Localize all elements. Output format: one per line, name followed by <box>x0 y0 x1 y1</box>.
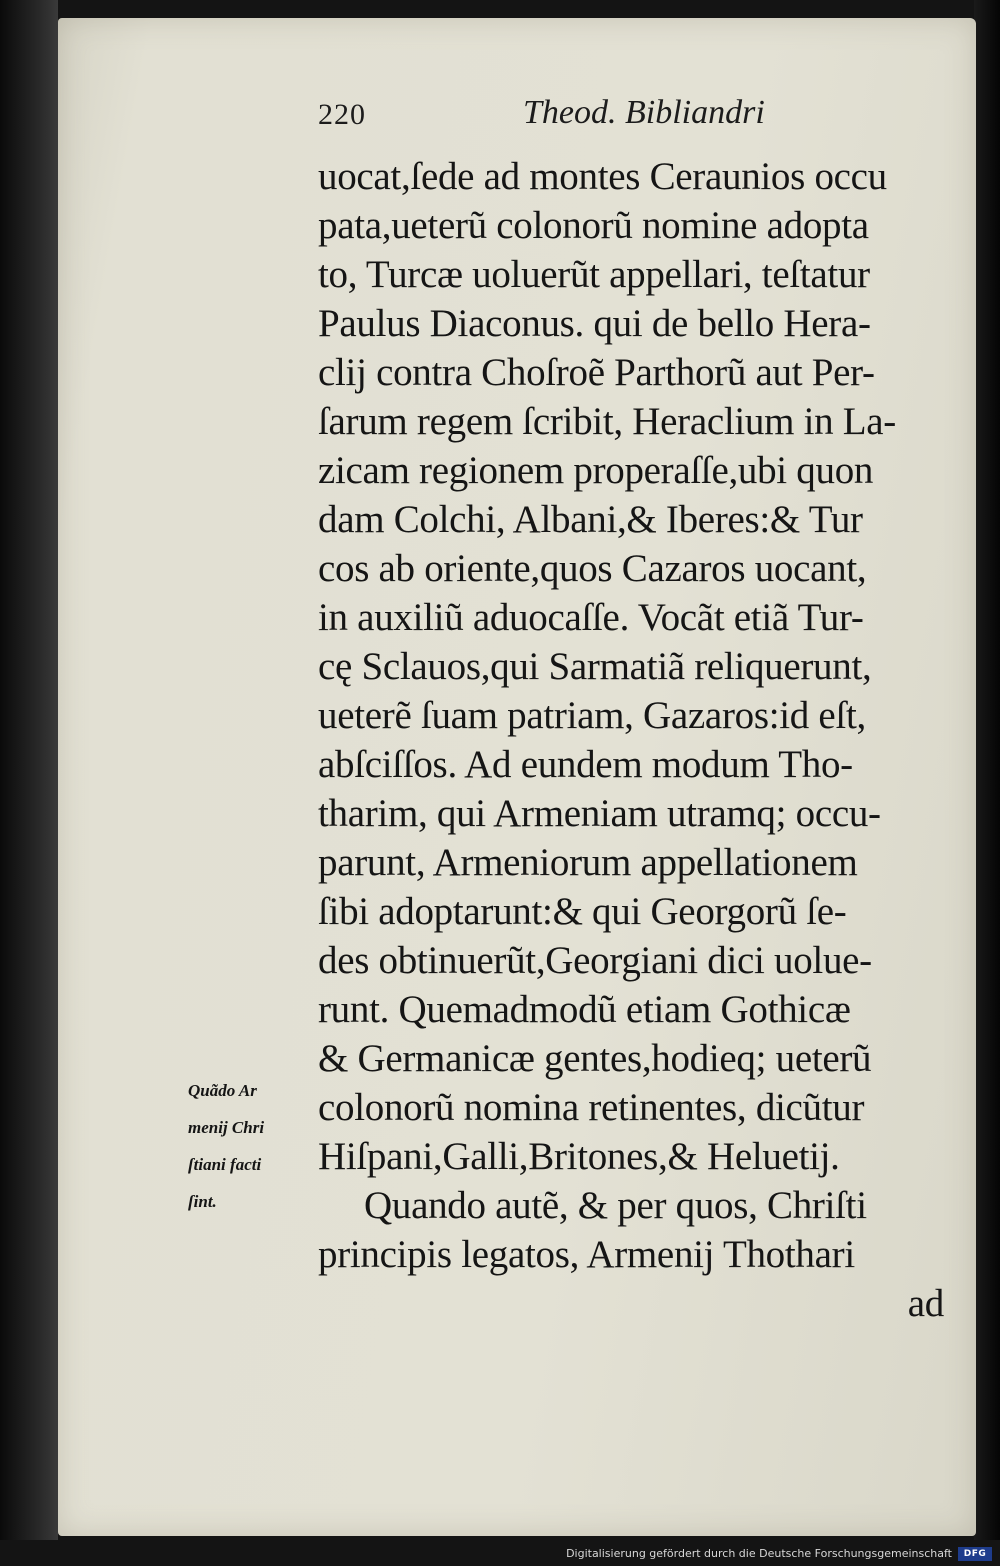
text-line: Hiſpani,Galli,Britones,& Heluetij. <box>318 1135 840 1178</box>
text-line: ueterẽ ſuam patriam, Gazaros:id eſt, <box>318 694 866 737</box>
scan-left-edge <box>0 0 58 1540</box>
margin-note-line: ſint. <box>188 1192 217 1211</box>
text-line: cos ab oriente,quos Cazaros uocant, <box>318 547 867 590</box>
text-line: zicam regionem properaſſe,ubi quon <box>318 449 874 492</box>
text-line: des obtinuerũt,Georgiani dici uolue- <box>318 939 872 982</box>
text-line: tharim, qui Armeniam utramq; occu- <box>318 792 881 835</box>
running-head: Theod. Bibliandri <box>523 94 765 131</box>
text-line: ſarum regem ſcribit, Heraclium in La- <box>318 400 896 443</box>
scan-right-edge <box>974 0 1000 1540</box>
footer-credit: Digitalisierung gefördert durch die Deutsche Forschungsgemeinschaft <box>566 1547 952 1560</box>
text-line: parunt, Armeniorum appellationem <box>318 841 858 884</box>
text-line: Paulus Diaconus. qui de bello Hera- <box>318 302 871 345</box>
text-line: to, Turcæ uoluerũt appellari, teſtatur <box>318 253 870 296</box>
text-line: & Germanicæ gentes,hodieq; ueterũ <box>318 1037 872 1080</box>
text-line: runt. Quemadmodũ etiam Gothicæ <box>318 988 851 1031</box>
page-header <box>318 94 798 138</box>
text-line: ſibi adoptarunt:& qui Georgorũ ſe- <box>318 890 847 933</box>
text-line: abſciſſos. Ad eundem modum Tho- <box>318 743 853 786</box>
text-line: cę Sclauos,qui Sarmatiã reliquerunt, <box>318 645 872 688</box>
margin-note-line: ſtiani facti <box>188 1155 262 1174</box>
catchword: ad <box>907 1282 944 1325</box>
dfg-logo: DFG <box>958 1547 992 1561</box>
text-line: colonorũ nomina retinentes, dicũtur <box>318 1086 865 1129</box>
text-line: dam Colchi, Albani,& Iberes:& Tur <box>318 498 863 541</box>
margin-note-line: Quãdo Ar <box>188 1081 257 1100</box>
margin-note-line: menij Chri <box>188 1118 265 1137</box>
body-text <box>318 152 944 1328</box>
text-line: principis legatos, Armenij Thothari <box>318 1233 855 1276</box>
text-line: clij contra Choſroẽ Parthorũ aut Per- <box>318 351 875 394</box>
footer-bar <box>0 1540 1000 1566</box>
margin-note <box>188 1072 316 1220</box>
text-line: uocat,ſede ad montes Ceraunios occu <box>318 155 887 198</box>
text-line: Quando autẽ, & per quos, Chriſti <box>364 1184 867 1227</box>
page-number: 220 <box>318 98 366 131</box>
text-line: pata,ueterũ colonorũ nomine adopta <box>318 204 869 247</box>
text-line: in auxiliũ aduocaſſe. Vocãt etiã Tur- <box>318 596 864 639</box>
